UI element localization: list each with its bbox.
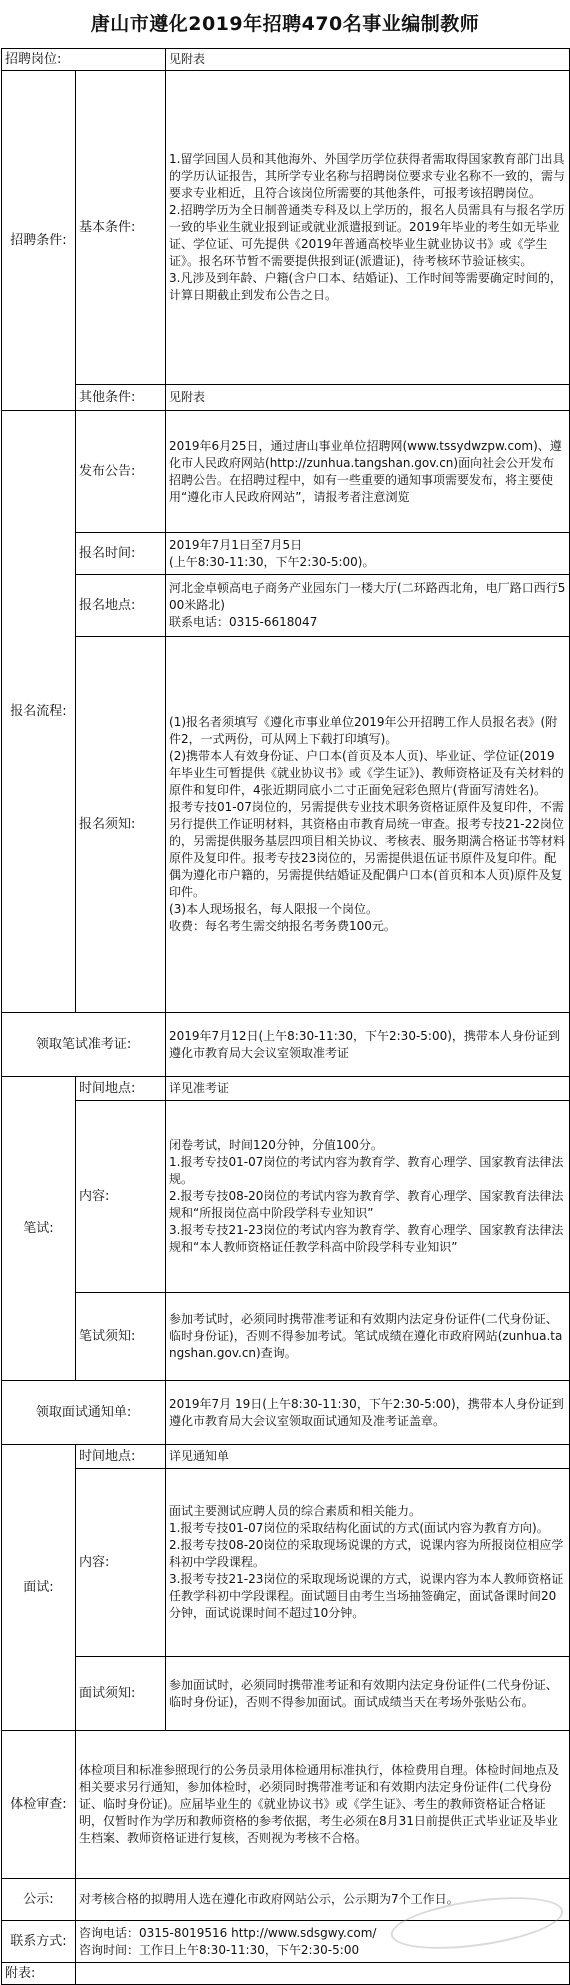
announce-label: 发布公告: <box>76 411 166 533</box>
interview-notice-rule-label: 面试须知: <box>76 1657 166 1731</box>
admission-text: 2019年7月12日(上午8:30-11:30，下午2:30-5:00)，携带本人身份证到遵化市教育局大会议室领取准考证 <box>166 1013 570 1077</box>
signup-place-text: 河北金卓顿高电子商务产业园东门一楼大厅(二环路西北角，电厂路口西行500米路北) 联系电话：0315-6618047 <box>166 575 570 637</box>
written-time-label: 时间地点: <box>76 1077 166 1101</box>
signup-notice-label: 报名须知: <box>76 637 166 1013</box>
admission-label: 领取笔试准考证: <box>2 1013 166 1077</box>
signup-time-text: 2019年7月1日至7月5日 (上午8:30-11:30，下午2:30-5:00)。 <box>166 533 570 575</box>
written-label: 笔试: <box>2 1077 76 1381</box>
medical-text: 体检项目和标准参照现行的公务员录用体检通用标准执行，体检费用自理。体检时间地点及相关要求另行通知，参加体检时，必须同时携带准考证和有效期内法定身份证件(二代身份证、临时身份证)。应届毕业生的《就业协议书》或《学生证》、考生的教师资格证合格证明，仅暂时作为学历和教师资格的参考依据，考生必须在8月31日前提供正式毕业证及毕业生档案、教师资格证进行复核，否则视为考核不合格。 <box>76 1731 570 1879</box>
position-value: 见附表 <box>166 49 570 71</box>
interview-notice-label: 领取面试通知单: <box>2 1381 166 1445</box>
publicity-text: 对考核合格的拟聘用人选在遵化市政府网站公示，公示期为7个工作日。 <box>76 1879 570 1921</box>
interview-notice-rule-text: 参加面试时，必须同时携带准考证和有效期内法定身份证件(二代身份证、临时身份证)，否则不得参加面试。面试成绩当天在考场外张贴公布。 <box>166 1657 570 1731</box>
written-content-label: 内容: <box>76 1101 166 1293</box>
signup-place-label: 报名地点: <box>76 575 166 637</box>
contact-label: 联系方式: <box>2 1921 76 1963</box>
position-label: 招聘岗位: <box>2 49 166 71</box>
interview-time-label: 时间地点: <box>76 1445 166 1469</box>
written-notice-text: 参加考试时，必须同时携带准考证和有效期内法定身份证件(二代身份证、临时身份证)，否则不得参加考试。笔试成绩在遵化市政府网站(zunhua.tangshan.gov.cn)查询。 <box>166 1293 570 1381</box>
attachment-text <box>76 1963 570 1985</box>
page-title: 唐山市遵化2019年招聘470名事业编制教师 <box>90 13 480 35</box>
interview-time-text: 详见通知单 <box>166 1445 570 1469</box>
contact-text: 咨询电话：0315-8019516 http://www.sdsgwy.com/ 咨询时间：工作日上午8:30-11:30，下午2:30-5:00 <box>76 1921 570 1963</box>
announce-text: 2019年6月25日，通过唐山事业单位招聘网(www.tssydwzpw.com)、遵化市人民政府网站(http://zunhua.tangshan.gov.cn)面向社会公开发布招聘公告。在招聘过程中，如有一些重要的通知事项需要发布，将主要使用“遵化市人民政府网站”，请报考者注意浏览 <box>166 411 570 533</box>
process-label: 报名流程: <box>2 411 76 1013</box>
interview-content-text: 面试主要测试应聘人员的综合素质和相关能力。 1.报考专技01-07岗位的采取结构化面试的方式(面试内容为教育方向)。 2.报考专技08-20岗位的采取现场说课的方式，说课内容为所报岗位相应学科初中学段课程。 3.报考专技21-23岗位的采取现场说课的方式，说课内容为本人教师资格证任教学科初中学段课程。面试题目由考生当场抽签确定，面试备课时间20分钟，面试说课时间不超过10分钟。 <box>166 1469 570 1657</box>
signup-notice-text: (1)报名者须填写《遵化市事业单位2019年公开招聘工作人员报名表》(附件2，一式两份，可从网上下载打印填写)。 (2)携带本人有效身份证、户口本(首页及本人页)、毕业证、学位证(2019年毕业生可暂提供《就业协议书》或《学生证》)、教师资格证及有关材料的原件和复印件，4张近期同底小二寸正面免冠彩色照片(背面写清姓名)。 报考专技01-07岗位的，另需提供专业技术职务资格证原件及复印件，不需另行提供工作证明材料，其资格由市教育局统一审查。报考专技21-22岗位的，另需提供服务基层四项目相关协议、考核表、服务期满合格证书等材料原件及复印件。报考专技23岗位的，另需提供退伍证书原件及复印件。配偶为遵化市户籍的，另需提供结婚证及配偶户口本(首页和本人页)原件及复印件。 (3)本人现场报名，每人限报一个岗位。 收费：每名考生需交纳报名考务费100元。 <box>166 637 570 1013</box>
attachment-label: 附表: <box>2 1963 76 1985</box>
written-content-text: 闭卷考试，时间120分钟，分值100分。 1.报考专技01-07岗位的考试内容为教育学、教育心理学、国家教育法律法规。 2.报考专技08-20岗位的考试内容为教育学、教育心理学、国家教育法律法规和“所报岗位高中阶段学科专业知识” 3.报考专技21-23岗位的考试内容为教育学、教育心理学、国家教育法律法规和“本人教师资格证任教学科高中阶段学科专业知识” <box>166 1101 570 1293</box>
signup-time-label: 报名时间: <box>76 533 166 575</box>
publicity-label: 公示: <box>2 1879 76 1921</box>
basic-conditions-label: 基本条件: <box>76 71 166 385</box>
written-time-text: 详见准考证 <box>166 1077 570 1101</box>
interview-content-label: 内容: <box>76 1469 166 1657</box>
medical-label: 体检审查: <box>2 1731 76 1879</box>
conditions-label: 招聘条件: <box>2 71 76 411</box>
written-notice-label: 笔试须知: <box>76 1293 166 1381</box>
other-conditions-label: 其他条件: <box>76 385 166 411</box>
basic-conditions-text: 1.留学回国人员和其他海外、外国学历学位获得者需取得国家教育部门出具的学历认证报告，其所学专业名称与招聘岗位要求专业名称不一致的，需与要求专业相近，且符合该岗位所需要的其他条件，可报考该招聘岗位。 2.招聘学历为全日制普通类专科及以上学历的，报名人员需具有与报名学历一致的毕业生就业报到证或就业派遣报到证。2019年毕业的考生如无毕业证、学位证、可先提供《2019年普通高校毕业生就业协议书》或《学生证》。报名环节暂不需要提供报到证(派遣证)，待考核环节验证核实。 3.凡涉及到年龄、户籍(含户口本、结婚证)、工作时间等需要确定时间的，计算日期截止到发布公告之日。 <box>166 71 570 385</box>
interview-notice-text: 2019年7月 19日(上午8:30-11:30，下午2:30-5:00)，携带本人身份证到遵化市教育局大会议室领取面试通知及准考证盖章。 <box>166 1381 570 1445</box>
other-conditions-text: 见附表 <box>166 385 570 411</box>
recruitment-table <box>1 48 570 1985</box>
interview-label: 面试: <box>2 1445 76 1731</box>
